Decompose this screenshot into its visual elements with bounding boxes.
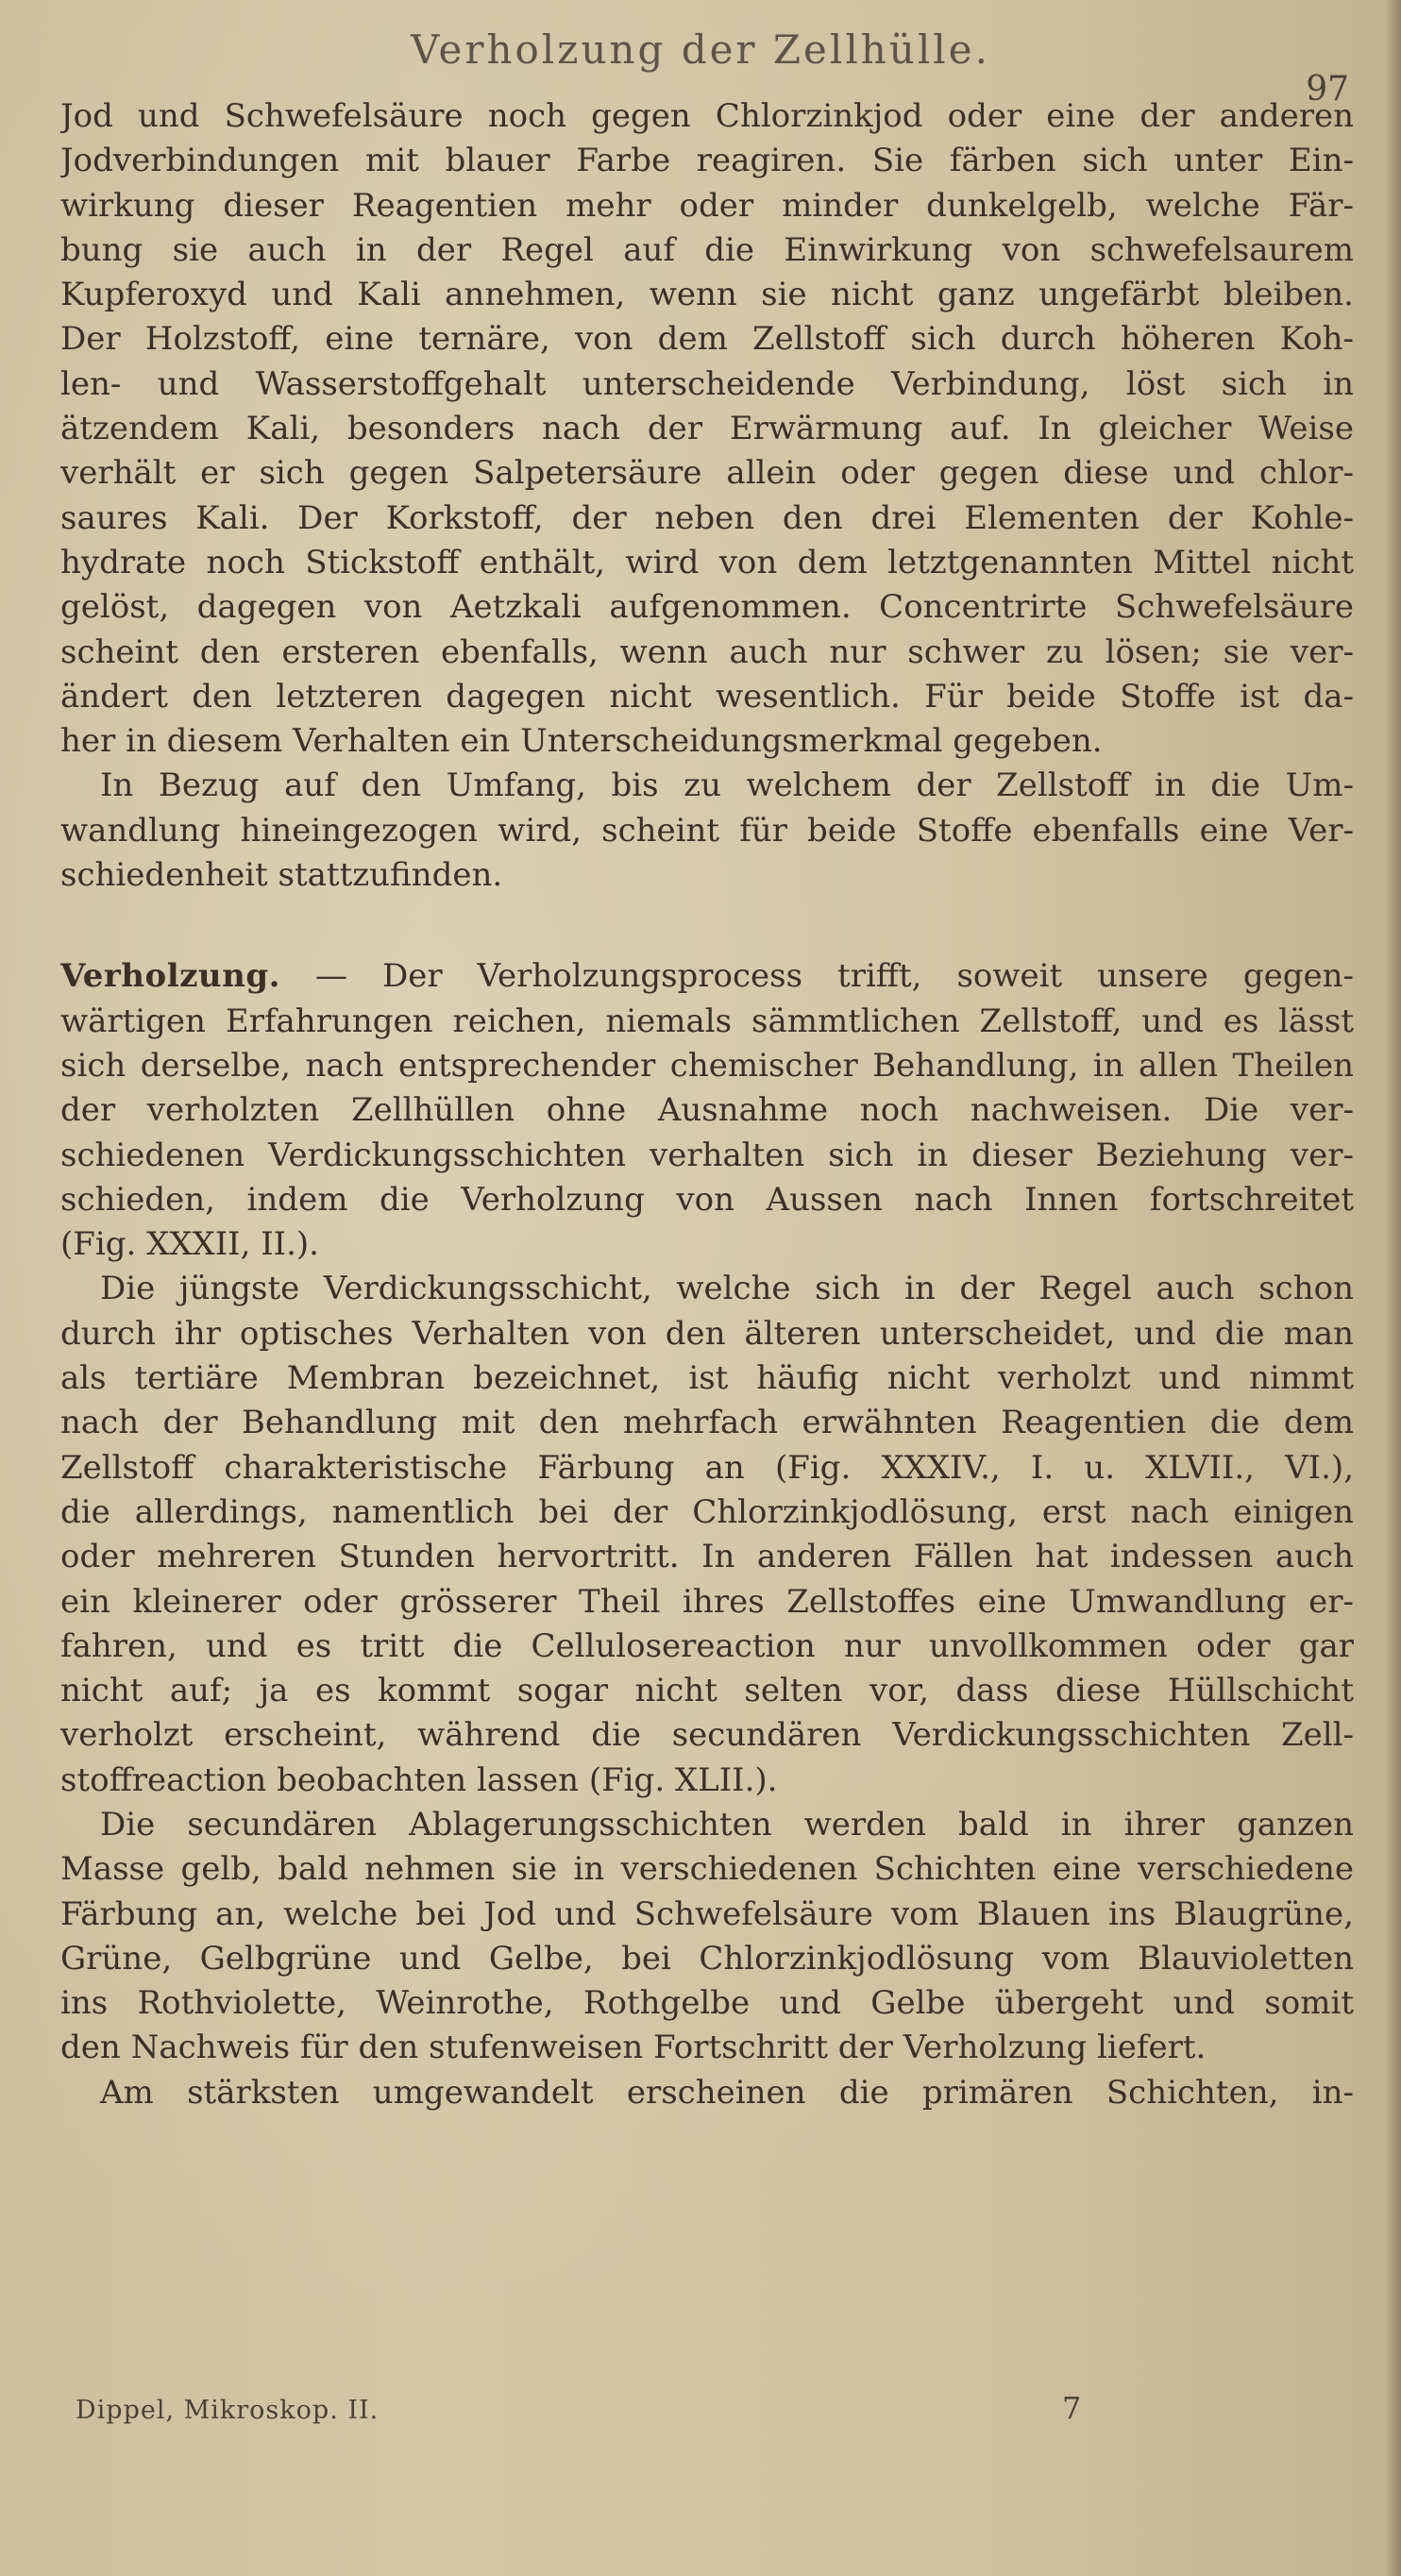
text-line: nicht auf; ja es kommt sogar nicht selten vor, dass diese Hüllschicht <box>60 1672 1354 1710</box>
paragraph-2 <box>60 764 1354 898</box>
text-line: schieden, indem die Verholzung von Aussen nach Innen fortschreitet <box>60 1180 1354 1219</box>
paragraph-4 <box>60 1267 1354 1803</box>
text-line: verholzt erscheint, während die secundären Verdickungsschichten Zell- <box>60 1716 1354 1755</box>
text-line: verhält er sich gegen Salpetersäure allein oder gegen diese und chlor- <box>60 454 1354 493</box>
page-number: 97 <box>1306 70 1349 109</box>
text-line: Der Holzstoff, eine ternäre, von dem Zellstoff sich durch höheren Koh- <box>60 320 1354 359</box>
text-line: (Fig. XXXII, II.). <box>60 1225 319 1264</box>
text-line: Kupferoxyd und Kali annehmen, wenn sie nicht ganz ungefärbt bleiben. <box>60 276 1354 314</box>
paragraph-3 <box>60 954 1354 1267</box>
text-line: den Nachweis für den stufenweisen Fortschritt der Verholzung liefert. <box>60 2029 1207 2067</box>
text-line: stoffreaction beobachten lassen (Fig. XLII.). <box>60 1760 778 1799</box>
text-line: scheint den ersteren ebenfalls, wenn auch nur schwer zu lösen; sie ver- <box>60 632 1354 671</box>
text-line: oder mehreren Stunden hervortritt. In anderen Fällen hat indessen auch <box>60 1538 1354 1576</box>
text-line: Zellstoff charakteristische Färbung an (Fig. XXXIV., I. u. XLVII., VI.), <box>60 1448 1354 1487</box>
text-line: Die jüngste Verdickungsschicht, welche sich in der Regel auch schon <box>100 1270 1354 1308</box>
text-line <box>60 954 1354 999</box>
paragraph-6 <box>60 2071 1354 2115</box>
text-line: Masse gelb, bald nehmen sie in verschiedenen Schichten eine verschiedene <box>60 1850 1354 1889</box>
text-line: her in diesem Verhalten ein Unterscheidungsmerkmal gegeben. <box>60 722 1103 761</box>
text-line: Am stärksten umgewandelt erscheinen die primären Schichten, in- <box>100 2073 1354 2112</box>
text-line: wärtigen Erfahrungen reichen, niemals sämmtlichen Zellstoff, und es lässt <box>60 1002 1354 1040</box>
section-heading: Verholzung. <box>60 957 280 996</box>
paragraph-5 <box>60 1803 1354 2071</box>
text-line: fahren, und es tritt die Cellulosereaction nur unvollkommen oder gar <box>60 1626 1354 1665</box>
text-line: bung sie auch in der Regel auf die Einwirkung von schwefelsaurem <box>60 230 1354 269</box>
page-footer <box>76 2390 1152 2426</box>
text-line: hydrate noch Stickstoff enthält, wird von dem letztgenannten Mittel nicht <box>60 543 1354 581</box>
page-edge-shadow <box>1384 0 1401 2576</box>
running-title: Verholzung der Zellhülle. <box>411 26 990 73</box>
text-line: der verholzten Zellhüllen ohne Ausnahme noch nachweisen. Die ver- <box>60 1091 1354 1130</box>
signature-mark: 7 <box>1062 2390 1083 2426</box>
text-line: Färbung an, welche bei Jod und Schwefelsäure vom Blauen ins Blaugrüne, <box>60 1894 1354 1933</box>
text-line: Jod und Schwefelsäure noch gegen Chlorzinkjod oder eine der anderen <box>60 97 1354 135</box>
text-line: ins Rothviolette, Weinrothe, Rothgelbe und Gelbe übergeht und somit <box>60 1984 1354 2023</box>
imprint-line: Dippel, Mikroskop. II. <box>76 2396 380 2425</box>
text-line: In Bezug auf den Umfang, bis zu welchem der Zellstoff in die Um- <box>100 766 1354 805</box>
text-line: ein kleinerer oder grösserer Theil ihres Zellstoffes eine Umwandlung er- <box>60 1582 1354 1621</box>
text-line: Grüne, Gelbgrüne und Gelbe, bei Chlorzinkjodlösung vom Blauvioletten <box>60 1939 1354 1978</box>
text-line: saures Kali. Der Korkstoff, der neben den drei Elementen der Kohle- <box>60 498 1354 537</box>
text-line: nach der Behandlung mit den mehrfach erwähnten Reagentien die dem <box>60 1404 1354 1442</box>
text-line: Jodverbindungen mit blauer Farbe reagiren. Sie färben sich unter Ein- <box>60 142 1354 180</box>
page-text <box>60 94 1354 2115</box>
text-span: — Der Verholzungsprocess trifft, soweit unsere gegen- <box>314 957 1354 996</box>
text-line: gelöst, dagegen von Aetzkali aufgenommen. Concentrirte Schwefelsäure <box>60 588 1354 627</box>
text-line: als tertiäre Membran bezeichnet, ist häufig nicht verholzt und nimmt <box>60 1359 1354 1398</box>
text-line: die allerdings, namentlich bei der Chlorzinkjodlösung, erst nach einigen <box>60 1492 1354 1531</box>
text-line: wandlung hineingezogen wird, scheint für beide Stoffe ebenfalls eine Ver- <box>60 811 1354 850</box>
text-line: sich derselbe, nach entsprechender chemischer Behandlung, in allen Theilen <box>60 1046 1354 1085</box>
paragraph-1 <box>60 94 1354 764</box>
text-line: ändert den letzteren dagegen nicht wesentlich. Für beide Stoffe ist da- <box>60 677 1354 716</box>
text-line: len- und Wasserstoffgehalt unterscheidende Verbindung, löst sich in <box>60 364 1354 403</box>
text-line: Die secundären Ablagerungsschichten werden bald in ihrer ganzen <box>100 1805 1354 1844</box>
text-line: schiedenen Verdickungsschichten verhalten sich in dieser Beziehung ver- <box>60 1136 1354 1174</box>
text-line: schiedenheit stattzufinden. <box>60 856 503 895</box>
text-line: durch ihr optisches Verhalten von den älteren unterscheidet, und die man <box>60 1314 1354 1353</box>
text-line: ätzendem Kali, besonders nach der Erwärmung auf. In gleicher Weise <box>60 410 1354 448</box>
text-line: wirkung dieser Reagentien mehr oder minder dunkelgelb, welche Fär- <box>60 186 1354 225</box>
